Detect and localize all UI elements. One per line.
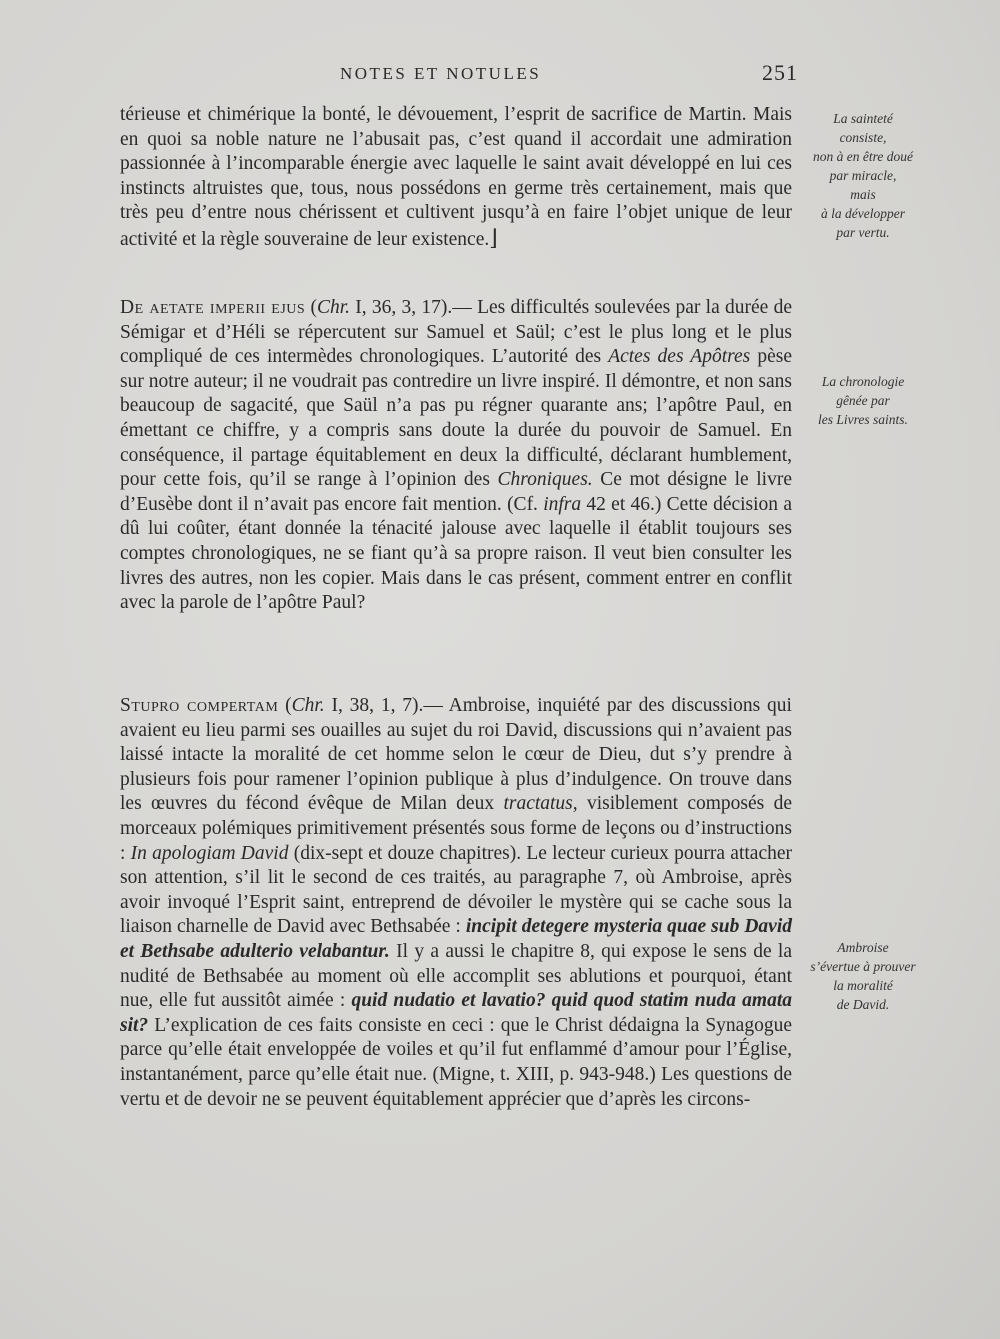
italic-title: Chroniques.: [497, 469, 593, 491]
margin-note-line: La chronologie: [821, 374, 905, 389]
margin-note-line: gênée par: [836, 393, 890, 408]
latin-quote: incipit detegere mysteria quae sub David et Bethsabe adulterio velabantur.: [120, 916, 792, 962]
lemma-heading: Stupro compertam: [120, 695, 279, 716]
margin-note-line: par vertu.: [836, 225, 890, 240]
italic-word: infra: [543, 493, 582, 515]
paragraph-1: [120, 103, 792, 253]
page-header: [120, 60, 798, 94]
paragraph-text: 42 et 46.) Cette décision a dû lui coûter, étant donnée la ténacité jalouse avec laquelle il établit toujours ses comptes chronologiques, ne se fiant qu’à sa propre raison. Il veut bien consulter les livres des autres, non les copier. Mais dans le cas présent, comment entrer en conflit avec la parole de l’apôtre Paul?: [120, 493, 792, 614]
ref-open: (: [305, 297, 317, 318]
proof-mark: ⌋: [489, 224, 498, 250]
paragraph-text: (dix-sept et douze chapitres). Le lecteur curieux pourra attacher son attention, s’il lit le second de ces traités, au paragraphe 7, où Ambroise, après avoir invoqué l’Esprit saint, entreprend de dévoiler le mystère qui se cache sous la liaison charnelle de David avec Bethsabée :: [120, 842, 792, 938]
paragraph-text: I, 38, 1, 7).— Ambroise, inquiété par des discussions qui avaient eu lieu parmi ses ouailles au sujet du roi David, discussions qui n’avaient pas laissé intacte la moralité de cet homme selon le cœur de Dieu, dut s’y prendre à plusieurs fois pour ramener l’opinion publique à plus d’indulgence. On trouve dans les œuvres du fécond évêque de Milan deux: [120, 695, 792, 815]
paragraph-3: [120, 694, 792, 1112]
margin-note-saintete: [796, 109, 930, 242]
margin-note-line: à la développer: [821, 206, 905, 221]
paragraph-1-text: térieuse et chimérique la bonté, le dévouement, l’esprit de sacrifice de Martin. Mais en quoi sa noble nature ne l’abusait pas, c’est quand il accordait une admiration passionnée à l’incomparable énergie avec laquelle le saint avait développé en lui ces instincts altruistes que, tous, nous possédons en germe très certainement, mais que très peu d’entre nous chérissent et cultivent jusqu’à en faire l’objet unique de leur activité et la règle souveraine de leur existence.: [120, 104, 792, 250]
running-title: NOTES ET NOTULES: [340, 64, 542, 83]
margin-note-line: par miracle,: [829, 168, 897, 183]
margin-note-line: s’évertue à prouver: [810, 959, 916, 974]
paragraph-text: Il y a aussi le chapitre 8, qui expose le sens de la nudité de Bethsabée au moment où elle accomplit ses ablutions et pourquoi, étant nue, elle fut aussitôt aimée :: [120, 940, 792, 1012]
ref-abbr: Chr.: [316, 297, 351, 318]
italic-title: In apologiam David: [130, 842, 289, 864]
margin-note-line: les Livres saints.: [818, 412, 908, 427]
paragraph-text: Ce mot désigne le livre d’Eusèbe dont il n’avait pas encore fait mention. (Cf.: [120, 469, 792, 515]
italic-word: tractatus,: [503, 793, 578, 815]
lemma-heading: De aetate imperii ejus: [120, 297, 306, 318]
ref-open: (: [278, 695, 292, 716]
paragraph-text: visiblement composés de morceaux polémiques primitivement présentés sous forme de leçons ou d’instructions :: [120, 793, 792, 864]
margin-note-line: La sainteté: [833, 111, 893, 126]
italic-title: Actes des Apôtres: [608, 346, 751, 368]
paragraph-text: L’explication de ces faits consiste en ceci : que le Christ dédaigna la Synagogue parce qu’elle était enveloppée de voiles et qu’il fut enflammé d’amour pour l’Église, instantanément, parce qu’elle était nue. (Migne, t. XIII, p. 943-948.) Les questions de vertu et de devoir ne se peuvent équitablement apprécier que d’après les circons-: [120, 1014, 792, 1110]
margin-note-line: consiste,: [839, 130, 887, 145]
paragraph-2: [120, 296, 792, 616]
latin-quote: quid nudatio et lavatio? quid quod statim nuda amata sit?: [120, 990, 792, 1036]
page-number: 251: [762, 60, 798, 85]
paragraph-text: pèse sur notre auteur; il ne voudrait pas contredire un livre inspiré. Il démontre, et non sans beaucoup de sagacité, que Saül n’a pas pu régner quarante ans; l’apôtre Paul, en émettant ce chiffre, y a compris sans doute la durée du pouvoir de Samuel. En conséquence, il partage équitablement en deux la difficulté, déclarant humblement, pour cette fois, qu’il se range à l’opinion des: [120, 346, 792, 491]
margin-note-line: Ambroise: [837, 940, 889, 955]
margin-note-ambroise: [796, 938, 930, 1014]
margin-note-line: la moralité: [833, 978, 893, 993]
margin-note-line: non à en être doué: [813, 149, 913, 164]
margin-note-chronologie: [796, 372, 930, 429]
ref-abbr: Chr.: [291, 695, 325, 716]
margin-note-line: de David.: [836, 997, 890, 1012]
paragraph-text: I, 36, 3, 17).— Les difficultés soulevées par la durée de Sémigar et d’Héli se répercutent sur Samuel et Saül; c’est le plus long et le plus compliqué de ces intermèdes chronologiques. L’autorité des: [120, 297, 792, 368]
margin-note-line: mais: [850, 187, 876, 202]
